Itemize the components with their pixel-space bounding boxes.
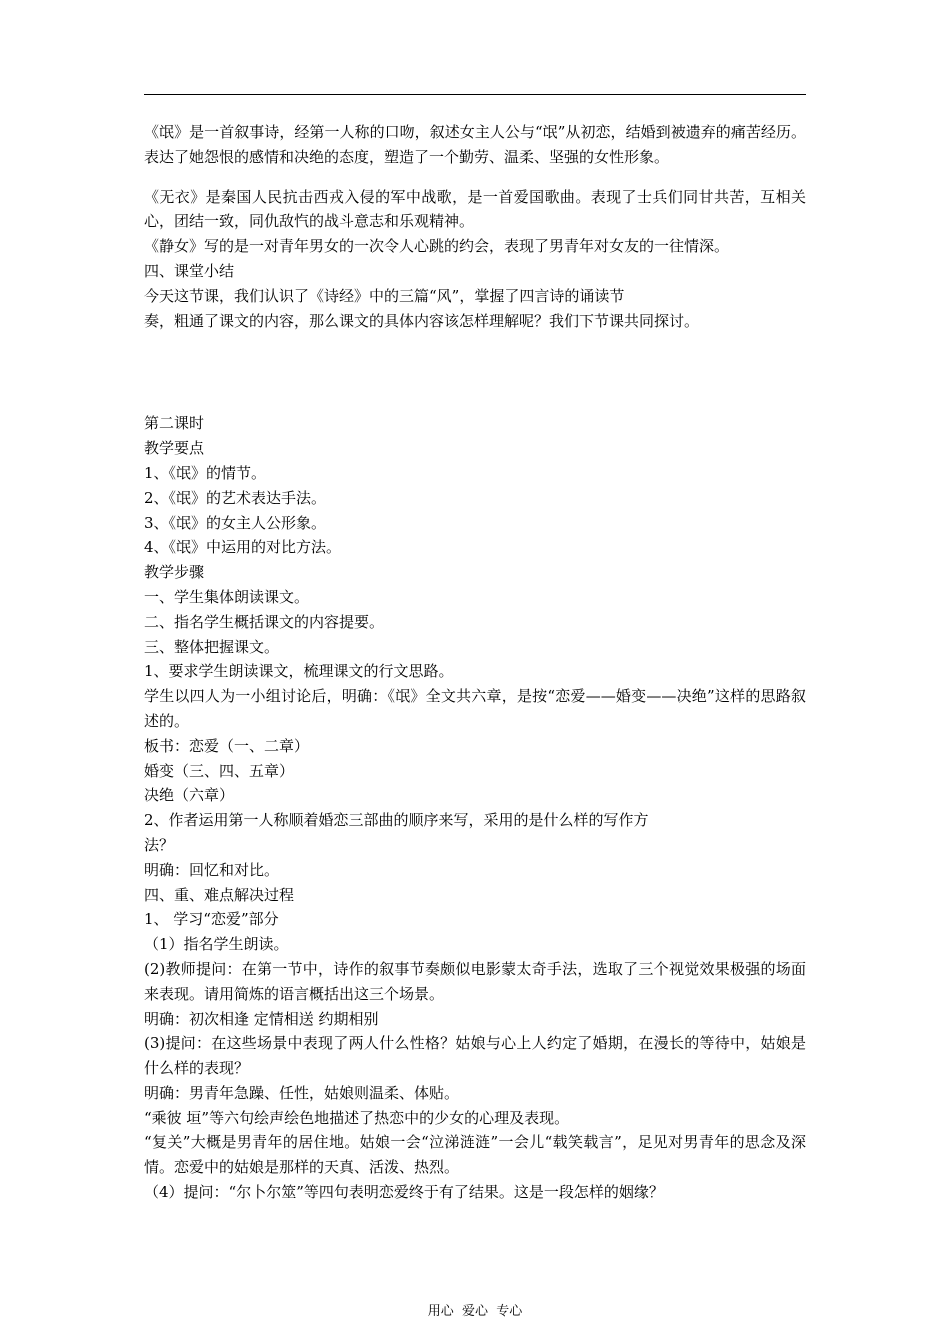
header-rule: [144, 94, 806, 95]
paragraph: 法？: [144, 835, 175, 854]
paragraph: 教学步骤: [144, 563, 205, 582]
paragraph: 《无衣》是秦国人民抗击西戎入侵的军中战歌，是一首爱国歌曲。表现了士兵们同甘共苦，互相关心，团结一致，同仇敌忾的战斗意志和乐观精神。: [144, 187, 806, 231]
paragraph: 二、指名学生概括课文的内容提要。: [144, 612, 385, 631]
paragraph: 1、要求学生朗读课文，梳理课文的行文思路。: [144, 662, 454, 681]
page-footer: 用心 爱心 专心: [427, 1304, 523, 1319]
paragraph: 《静女》写的是一对青年男女的一次令人心跳的约会，表现了男青年对女友的一往情深。: [144, 237, 730, 256]
paragraph: 教学要点: [144, 439, 205, 458]
paragraph: 明确：回忆和对比。: [144, 860, 280, 879]
paragraph: 2、《氓》的艺术表达手法。: [144, 488, 327, 507]
paragraph: 4、《氓》中运用的对比方法。: [144, 538, 342, 557]
paragraph: 决绝（六章）: [144, 786, 235, 805]
section-a: [144, 120, 806, 170]
section-c: [144, 411, 806, 1205]
paragraph: (3)提问：在这些场景中表现了两人什么性格？姑娘与心上人约定了婚期，在漫长的等待中，姑娘是什么样的表现？: [144, 1034, 806, 1078]
paragraph: 1、 学习“恋爱”部分: [144, 910, 279, 929]
paragraph: （1）指名学生朗读。: [144, 935, 289, 954]
paragraph: 奏，粗通了课文的内容，那么课文的具体内容该怎样理解呢？我们下节课共同探讨。: [144, 311, 700, 330]
paragraph: 第二课时: [144, 414, 205, 433]
document-body: [144, 120, 806, 1205]
paragraph: 板书：恋爱（一、二章）: [144, 736, 310, 755]
paragraph: 1、《氓》的情节。: [144, 463, 267, 482]
paragraph: 《氓》是一首叙事诗，经第一人称的口吻，叙述女主人公与“氓”从初恋，结婚到被遗弃的痛苦经历。表达了她怨恨的感情和决绝的态度，塑造了一个勤劳、温柔、坚强的女性形象。: [144, 123, 806, 166]
paragraph: 明确：初次相逢 定情相送 约期相别: [144, 1009, 379, 1028]
paragraph: （4）提问：“尔卜尔筮”等四句表明恋爱终于有了结果。这是一段怎样的姻缘？: [144, 1183, 664, 1202]
paragraph: 四、课堂小结: [144, 261, 235, 280]
paragraph: 三、整体把握课文。: [144, 637, 280, 656]
paragraph: 明确：男青年急躁、任性，姑娘则温柔、体贴。: [144, 1083, 460, 1102]
paragraph: 一、学生集体朗读课文。: [144, 587, 310, 606]
paragraph: 四、重、难点解决过程: [144, 885, 295, 904]
paragraph: 2、作者运用第一人称顺着婚恋三部曲的顺序来写，采用的是什么样的写作方: [144, 811, 649, 830]
paragraph: (2)教师提问：在第一节中，诗作的叙事节奏颇似电影蒙太奇手法，选取了三个视觉效果极强的场面来表现。请用简炼的语言概括出这三个场景。: [144, 959, 806, 1003]
paragraph: 3、《氓》的女主人公形象。: [144, 513, 327, 532]
paragraph: “乘彼 垣”等六句绘声绘色地描述了热恋中的少女的心理及表现。: [144, 1108, 570, 1127]
paragraph: 婚变（三、四、五章）: [144, 761, 295, 780]
section-b: [144, 185, 806, 334]
paragraph: “复关”大概是男青年的居住地。姑娘一会“泣涕涟涟”一会儿“载笑载言”，足见对男青年的思念及深情。恋爱中的姑娘是那样的天真、活泼、热烈。: [144, 1133, 806, 1177]
paragraph: 今天这节课，我们认识了《诗经》中的三篇“风”，掌握了四言诗的诵读节: [144, 286, 625, 305]
paragraph: 学生以四人为一小组讨论后，明确：《氓》全文共六章，是按“恋爱——婚变——决绝”这样的思路叙述的。: [144, 687, 806, 730]
